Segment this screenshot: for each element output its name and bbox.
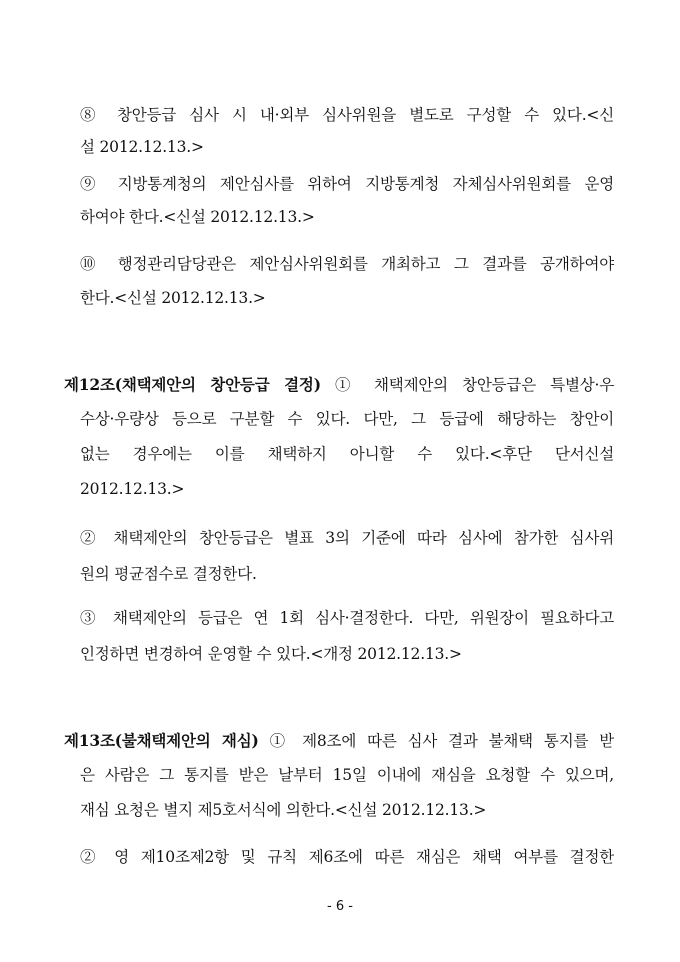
article-12-paragraph-2-line-1: ② 채택제안의 창안등급은 별표 3의 기준에 따라 심사에 참가한 심사위 bbox=[80, 529, 614, 547]
article-13-heading: 제13조(불채택제안의 재심) bbox=[64, 731, 259, 750]
article-13-line-2: 은 사람은 그 통지를 받은 날부터 15일 이내에 재심을 요청할 수 있으며, bbox=[80, 766, 614, 784]
article-12-paragraph-3-line-1: ③ 채택제안의 등급은 연 1회 심사·결정한다. 다만, 위원장이 필요하다고 bbox=[80, 609, 614, 627]
article-12-line-1-text: ① 채택제안의 창안등급은 특별상·우 bbox=[320, 376, 614, 394]
article-12-paragraph-3-line-2: 인정하면 변경하여 운영할 수 있다.<개정 2012.12.13.> bbox=[80, 645, 462, 663]
paragraph-9-line-2: 하여야 한다.<신설 2012.12.13.> bbox=[80, 208, 315, 226]
paragraph-8-line-1: ⑧ 창안등급 심사 시 내·외부 심사위원을 별도로 구성할 수 있다.<신 bbox=[80, 106, 614, 124]
article-12-line-2: 수상·우량상 등으로 구분할 수 있다. 다만, 그 등급에 해당하는 창안이 bbox=[80, 410, 614, 428]
article-12-heading: 제12조(채택제안의 창안등급 결정) bbox=[64, 375, 321, 394]
paragraph-10-line-1: ⑩ 행정관리담당관은 제안심사위원회를 개최하고 그 결과를 공개하여야 bbox=[80, 255, 614, 273]
paragraph-8-line-2: 설 2012.12.13.> bbox=[80, 138, 204, 156]
article-12-line-4: 2012.12.13.> bbox=[80, 480, 185, 498]
paragraph-10-line-2: 한다.<신설 2012.12.13.> bbox=[80, 289, 266, 307]
paragraph-9-line-1: ⑨ 지방통계청의 제안심사를 위하여 지방통계청 자체심사위원회를 운영 bbox=[80, 175, 614, 193]
article-12-paragraph-2-line-2: 원의 평균점수로 결정한다. bbox=[80, 565, 257, 583]
article-13-line-3: 재심 요청은 별지 제5호서식에 의한다.<신설 2012.12.13.> bbox=[80, 801, 487, 819]
article-12-line-3: 없는 경우에는 이를 채택하지 아니할 수 있다.<후단 단서신설 bbox=[80, 445, 614, 463]
article-12-line-1 bbox=[64, 374, 614, 396]
article-13-line-1-text: ① 제8조에 따른 심사 결과 불채택 통지를 받 bbox=[258, 732, 614, 750]
article-13-line-1 bbox=[64, 730, 614, 752]
article-13-paragraph-2-line-1: ② 영 제10조제2항 및 규칙 제6조에 따른 재심은 채택 여부를 결정한 bbox=[80, 848, 614, 866]
page-number: - 6 - bbox=[327, 899, 353, 914]
